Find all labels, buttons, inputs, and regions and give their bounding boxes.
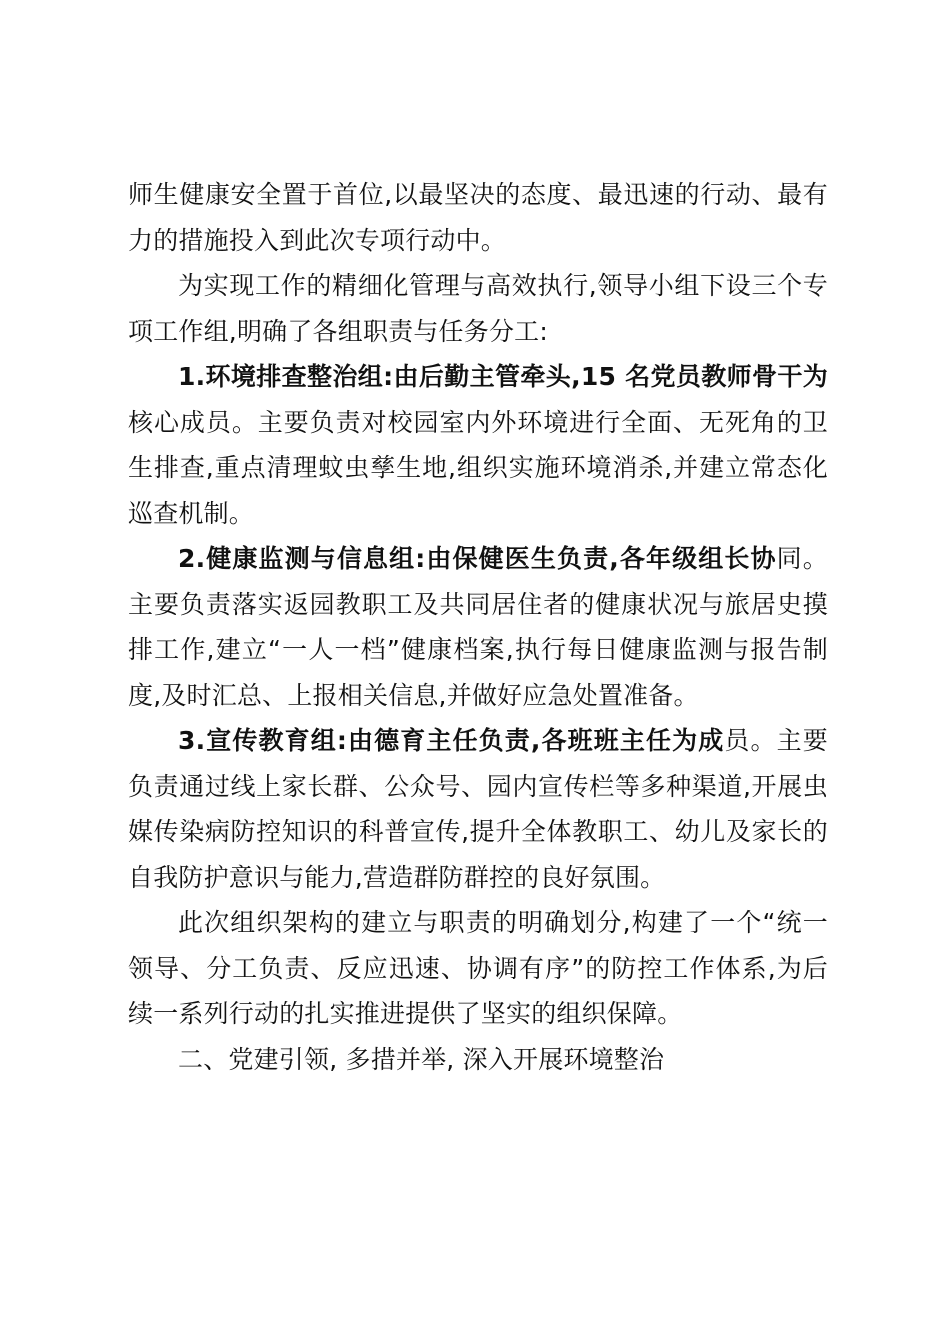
section-heading: 二、党建引领, 多措并举, 深入开展环境整治 <box>178 1044 665 1074</box>
group-description: 员。主要负责通过线上家长群、公众号、园内宣传栏等多种渠道,开展虫媒传染病防控知识的科普宣传,提升全体教职工、幼儿及家长的自我防护意识与能力,营造群防群控的良好氛围。 <box>128 726 828 892</box>
paragraph-group-2 <box>128 536 828 718</box>
paragraph-continuation <box>128 172 828 263</box>
paragraph-group-3 <box>128 718 828 900</box>
paragraph-summary <box>128 900 828 1037</box>
group-title: 3.宣传教育组:由德育主任负责,各班班主任为成 <box>178 726 725 755</box>
group-title: 1.环境排查整治组:由后勤主管牵头,15 名党员教师骨干为 <box>178 362 828 391</box>
paragraph-text: 为实现工作的精细化管理与高效执行,领导小组下设三个专项工作组,明确了各组职责与任务分工: <box>128 271 828 346</box>
paragraph-group-1 <box>128 354 828 536</box>
paragraph-text: 此次组织架构的建立与职责的明确划分,构建了一个“统一领导、分工负责、反应迅速、协调有序”的防控工作体系,为后续一系列行动的扎实推进提供了坚实的组织保障。 <box>128 908 828 1028</box>
group-title: 2.健康监测与信息组:由保健医生负责,各年级组长协 <box>178 544 777 573</box>
group-description: 核心成员。主要负责对校园室内外环境进行全面、无死角的卫生排查,重点清理蚊虫孳生地,组织实施环境消杀,并建立常态化巡查机制。 <box>128 407 828 528</box>
paragraph-text: 师生健康安全置于首位,以最坚决的态度、最迅速的行动、最有力的措施投入到此次专项行动中。 <box>128 180 828 255</box>
paragraph-workgroups-intro <box>128 263 828 354</box>
group-description: 同。主要负责落实返园教职工及共同居住者的健康状况与旅居史摸排工作,建立“一人一档”健康档案,执行每日健康监测与报告制度,及时汇总、上报相关信息,并做好应急处置准备。 <box>128 544 829 710</box>
document-body <box>128 172 828 1082</box>
